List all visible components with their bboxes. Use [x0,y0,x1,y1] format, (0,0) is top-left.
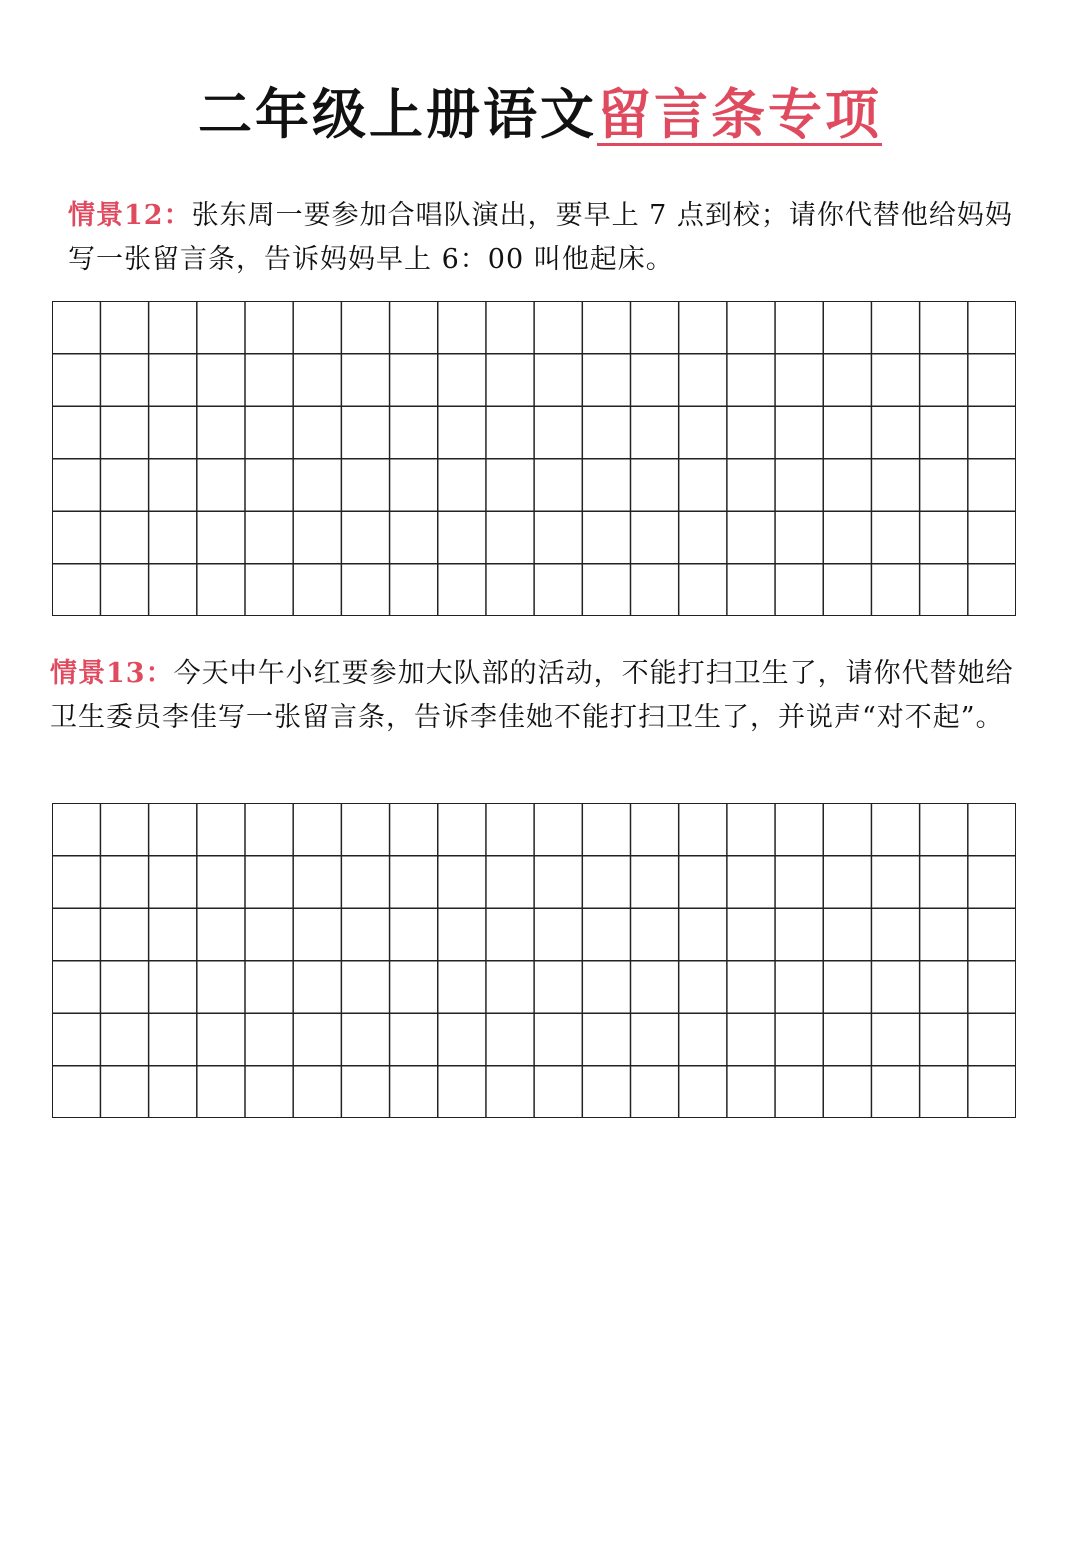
scenario-12-prompt [68,194,1018,282]
page-title [0,82,1080,148]
scenario-13-writing-grid[interactable] [52,803,1016,1118]
scenario-13-prompt [50,652,1025,740]
title-accent: 留言条专项 [597,83,882,146]
scenario-12-text: 张东周一要参加合唱队演出，要早上 7 点到校；请你代替他给妈妈写一张留言条，告诉妈妈早上 6：00 叫他起床。 [68,200,1013,275]
scenario-13-text: 今天中午小红要参加大队部的活动，不能打扫卫生了，请你代替她给卫生委员李佳写一张留言条，告诉李佳她不能打扫卫生了，并说声“对不起”。 [50,658,1014,733]
scenario-12-writing-grid[interactable] [52,301,1016,616]
title-main: 二年级上册语文 [198,83,597,146]
scenario-13-label: 情景13： [50,658,174,689]
scenario-12-label: 情景12： [68,200,192,231]
